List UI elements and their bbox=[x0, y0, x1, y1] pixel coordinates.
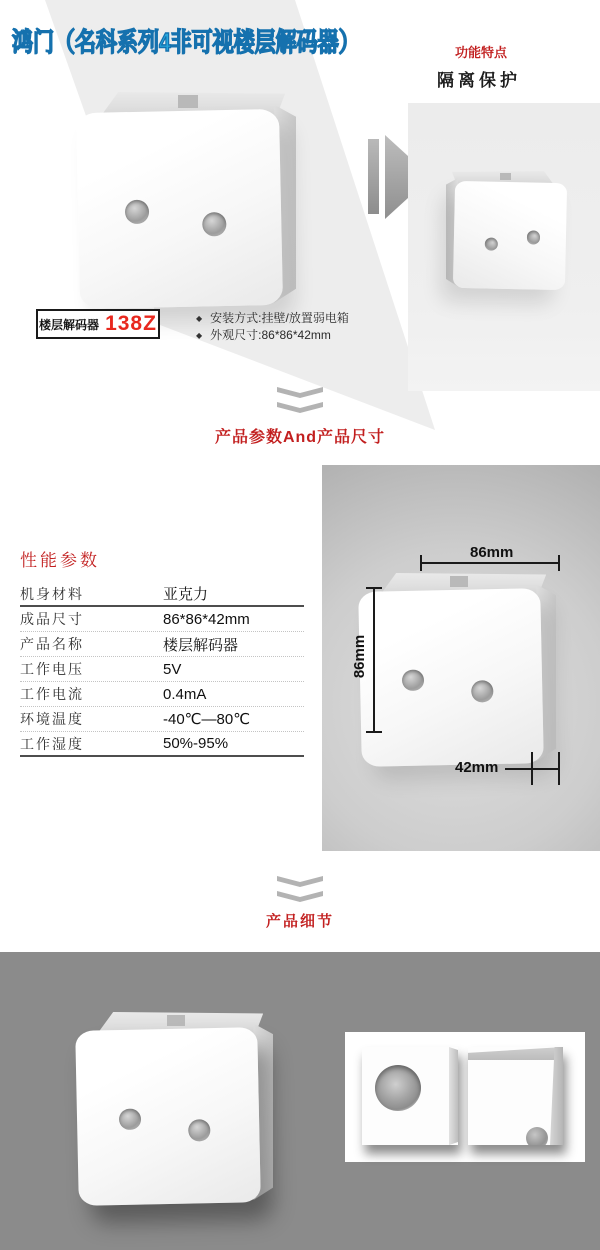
divider-details-title: 产品细节 bbox=[265, 913, 334, 930]
spec-label: 产品名称 bbox=[20, 636, 84, 652]
spec-label: 机身材料 bbox=[20, 585, 84, 602]
device-top-notch bbox=[178, 95, 198, 108]
spec-value: 0.4mA bbox=[163, 685, 207, 703]
screw-hole bbox=[402, 669, 424, 691]
product-photo-detail bbox=[77, 1012, 273, 1204]
divider-params-title: 产品参数And产品尺寸 bbox=[214, 429, 386, 446]
diamond-bullet-icon: ◆ bbox=[196, 331, 203, 340]
screw-hole-closeup bbox=[375, 1065, 421, 1111]
spec-label: 成品尺寸 bbox=[20, 611, 84, 627]
spec-bullets bbox=[196, 310, 349, 344]
spec-value: 亚克力 bbox=[163, 586, 209, 603]
spec-value: 50%-95% bbox=[163, 735, 229, 752]
install-bullet: ◆ 安装方式:挂壁/放置弱电箱 bbox=[196, 311, 349, 325]
spec-label: 工作湿度 bbox=[20, 735, 84, 752]
table-row bbox=[20, 707, 304, 732]
page-title: 鸿门（名科系列4非可视楼层解码器） bbox=[12, 28, 360, 57]
table-row bbox=[20, 582, 304, 607]
table-row bbox=[20, 657, 304, 682]
table-row bbox=[20, 632, 304, 657]
size-bullet: ◆ 外观尺寸:86*86*42mm bbox=[196, 328, 331, 342]
detail-closeups-panel bbox=[345, 1032, 585, 1162]
spec-value: -40℃—80℃ bbox=[163, 711, 251, 728]
table-row bbox=[20, 682, 304, 707]
dimension-line-width bbox=[420, 562, 560, 564]
device-front-face bbox=[76, 109, 283, 309]
product-photo-dimensions bbox=[360, 573, 556, 765]
screw-hole bbox=[188, 1119, 210, 1141]
spec-value: 86*86*42mm bbox=[163, 610, 250, 628]
spec-label: 工作电流 bbox=[20, 686, 84, 702]
features-heading: 功能特点 bbox=[455, 45, 508, 60]
dim-depth-label: 42mm bbox=[455, 759, 499, 776]
screw-hole bbox=[202, 212, 227, 237]
screw-hole bbox=[527, 230, 541, 244]
diamond-bullet-icon: ◆ bbox=[196, 314, 203, 323]
product-photo-feature bbox=[446, 171, 566, 289]
screw-hole bbox=[119, 1108, 141, 1130]
detail-closeup-hole bbox=[362, 1047, 458, 1145]
feature-item-isolation: 隔离保护 bbox=[437, 71, 521, 90]
down-chevron-icon bbox=[277, 387, 323, 417]
product-details-section bbox=[0, 952, 600, 1250]
dim-height-label: 86mm bbox=[351, 634, 369, 679]
screw-hole bbox=[124, 200, 149, 225]
spec-value: 楼层解码器 bbox=[163, 636, 239, 654]
dim-width-label: 86mm bbox=[470, 544, 514, 561]
screw-hole bbox=[484, 237, 498, 251]
model-name: 楼层解码器 bbox=[39, 317, 100, 332]
specs-heading: 性能参数 bbox=[20, 551, 100, 570]
table-row bbox=[20, 732, 304, 757]
detail-closeup-corner bbox=[468, 1047, 563, 1145]
down-chevron-icon bbox=[277, 876, 323, 906]
feature-photo-panel bbox=[408, 103, 600, 391]
spec-label: 环境温度 bbox=[20, 711, 84, 727]
product-model-box bbox=[36, 309, 160, 339]
product-photo-main bbox=[78, 92, 296, 307]
table-row bbox=[20, 607, 304, 632]
performance-specs bbox=[20, 546, 304, 757]
spec-label: 工作电压 bbox=[20, 661, 84, 677]
model-number: 138Z bbox=[105, 312, 157, 335]
screw-hole bbox=[471, 680, 493, 702]
dimension-line-height bbox=[373, 587, 375, 733]
screw-hole-closeup bbox=[526, 1127, 548, 1145]
spec-value: 5V bbox=[163, 660, 182, 678]
